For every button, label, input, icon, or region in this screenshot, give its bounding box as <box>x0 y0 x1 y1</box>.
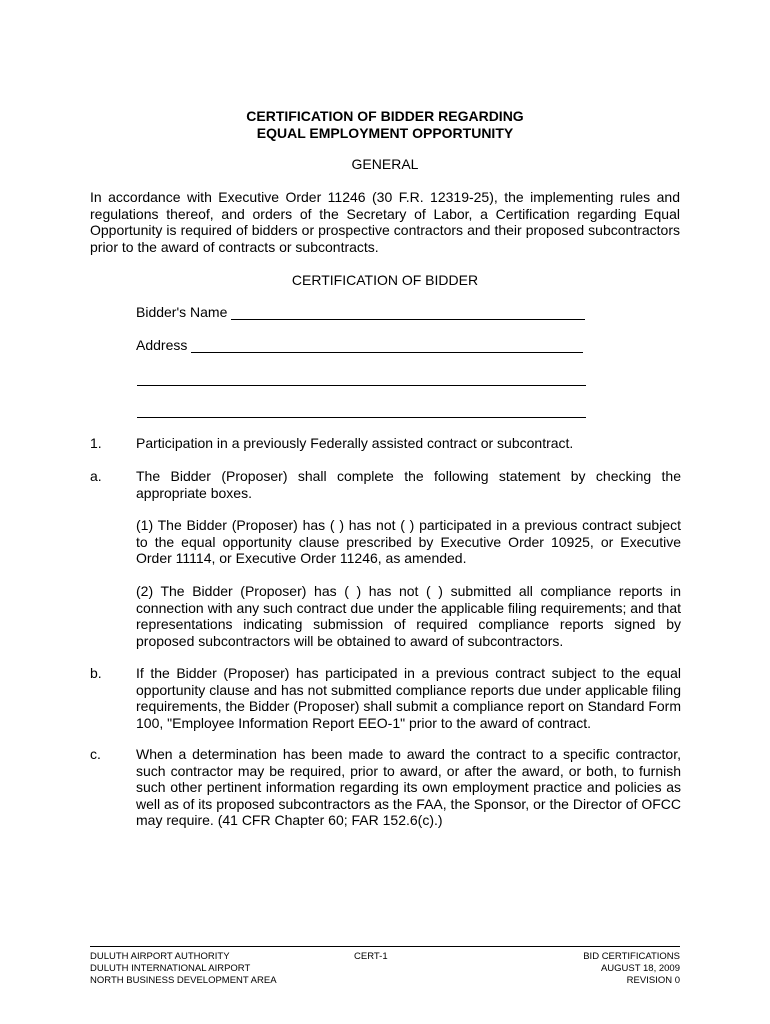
general-heading: GENERAL <box>351 156 419 172</box>
address-input-line[interactable] <box>191 337 583 353</box>
address-field[interactable] <box>136 337 583 353</box>
footer-airport: DULUTH INTERNATIONAL AIRPORT <box>90 963 251 974</box>
footer-divider <box>90 946 680 947</box>
item-c-text: When a determination has been made to award the contract to a specific contractor, such contractor may be required, prior to award, or after the award, or both, to furnish such other pertinent information regarding its own employment practice and policies as well as of its proposed subcontractors as the FAA, the Sponsor, or the Director of OFCC may require. (41 CFR Chapter 60; FAR 152.6(c).) <box>136 746 681 828</box>
footer-page-id: CERT-1 <box>354 951 388 962</box>
footer-org: DULUTH AIRPORT AUTHORITY <box>90 951 230 962</box>
title-line-2: EQUAL EMPLOYMENT OPPORTUNITY <box>256 125 514 141</box>
footer-revision: REVISION 0 <box>626 975 680 986</box>
footer-right <box>583 951 680 987</box>
footer-section: BID CERTIFICATIONS <box>583 951 680 962</box>
address-line-2[interactable] <box>137 384 586 386</box>
item-1-marker: 1. <box>90 435 102 451</box>
sub-item-1-text: (1) The Bidder (Proposer) has ( ) has not ( ) participated in a previous contract subject to the equal opportunity clause prescribed by Executive Order 10925, or Executive Order 11114, or Executive Order 11246, as amended. <box>136 517 681 566</box>
item-a-marker: a. <box>90 468 102 484</box>
item-c-marker: c. <box>90 746 101 762</box>
item-a-text: The Bidder (Proposer) shall complete the following statement by checking the appropriate boxes. <box>136 468 681 501</box>
footer-date: AUGUST 18, 2009 <box>600 963 680 974</box>
footer-area: NORTH BUSINESS DEVELOPMENT AREA <box>90 975 277 986</box>
bidder-name-field[interactable] <box>136 304 585 320</box>
address-line-3[interactable] <box>137 416 586 418</box>
certification-heading: CERTIFICATION OF BIDDER <box>291 272 479 288</box>
item-b-text: If the Bidder (Proposer) has participated in a previous contract subject to the equal opportunity clause and has not submitted compliance reports due under applicable filing requirements, the Bidder (Proposer) shall submit a compliance report on Standard Form 100, "Employee Information Report EEO-1" prior to the award of contract. <box>136 665 681 731</box>
intro-paragraph: In accordance with Executive Order 11246 (30 F.R. 12319-25), the implementing rules and regulations thereof, and orders of the Secretary of Labor, a Certification regarding Equal Opportunity is required of bidders or prospective contractors and their proposed subcontractors prior to the award of contracts or subcontracts. <box>90 189 680 255</box>
title-line-1: CERTIFICATION OF BIDDER REGARDING <box>246 108 524 124</box>
item-1-text: Participation in a previously Federally assisted contract or subcontract. <box>136 435 574 451</box>
bidder-name-label: Bidder's Name <box>136 304 228 320</box>
bidder-name-input-line[interactable] <box>231 304 585 320</box>
item-b-marker: b. <box>90 665 102 681</box>
address-label: Address <box>136 337 188 353</box>
footer-left <box>90 951 277 987</box>
sub-item-2-text: (2) The Bidder (Proposer) has ( ) has not ( ) submitted all compliance reports in connection with any such contract due under the applicable filing requirements; and that representations indicating submission of required compliance reports signed by proposed subcontractors will be obtained to award of subcontractors. <box>136 583 681 649</box>
